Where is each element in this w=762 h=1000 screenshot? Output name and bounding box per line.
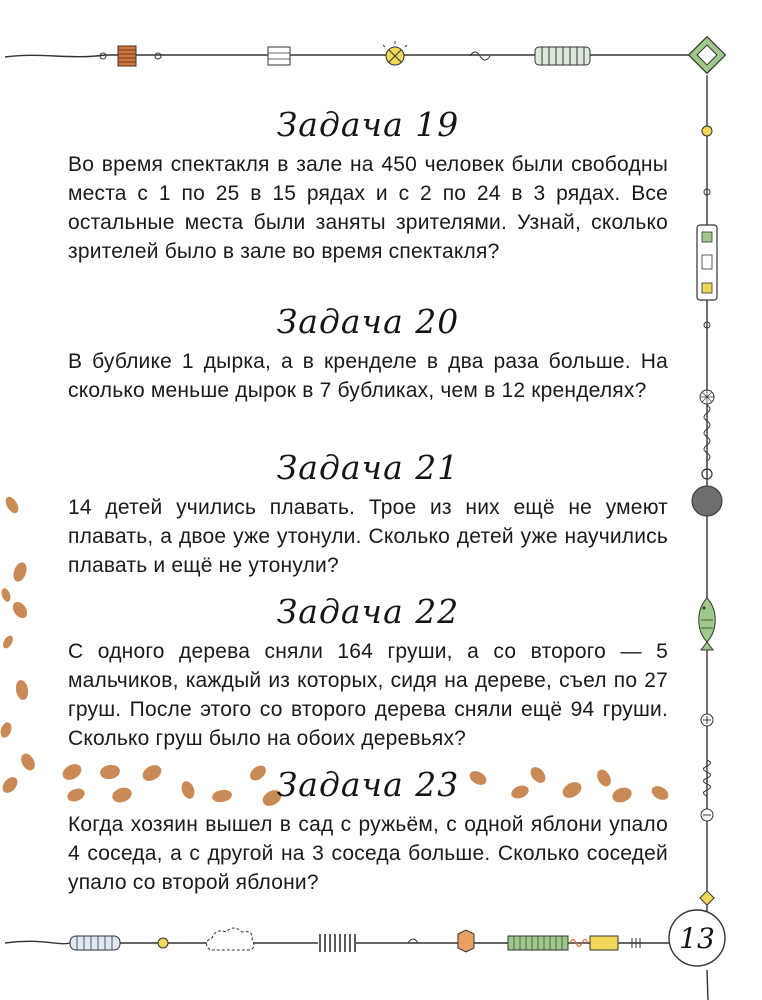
clip-icon: [268, 47, 290, 65]
task-title: Задача 21: [276, 448, 460, 487]
task-title: Задача 22: [276, 592, 460, 631]
task-text: С одного дерева сняли 164 груши, а со второго — 5 мальчиков, каждый из которых, сидя на дереве, съел по 27 груш. После этого со второго дерева сняли ещё 94 груши. Сколько груш было на обоих деревьях?: [68, 640, 668, 750]
diamond-icon: [689, 37, 726, 74]
task-text: Когда хозяин вышел в сад с ружьём, с одной яблони упало 4 соседа, а с другой на 3 соседа больше. Сколько соседей упало со второй яблони?: [68, 813, 668, 894]
task-title: Задача 19: [276, 105, 460, 144]
task-title: Задача 23: [276, 765, 460, 804]
task-23: [68, 765, 668, 897]
task-text: В бублике 1 дырка, а в кренделе в два раза больше. На сколько меньше дырок в 7 бубликах, чем в 12 кренделях?: [68, 350, 668, 402]
task-21: [68, 448, 668, 580]
wheel-icon: [700, 390, 714, 404]
cloud-icon: [206, 928, 254, 950]
gem-icon: [458, 930, 474, 952]
task-19: [68, 105, 668, 266]
fish-icon: [699, 598, 716, 650]
coil-icon: [535, 47, 590, 65]
task-text: Во время спектакля в зале на 450 человек были свободны места с 1 по 25 в 15 рядах и с 2 по 24 в 3 рядах. Все остальные места были заняты зрителями. Узнай, сколько зрителей было в зале во время спектакля?: [68, 153, 668, 263]
task-title: Задача 20: [276, 302, 460, 341]
page-number: 13: [679, 921, 715, 955]
coil-bottom-icon: [70, 936, 120, 950]
task-20: [68, 302, 668, 405]
task-22: [68, 592, 668, 753]
battery-icon: [508, 936, 568, 950]
spool-icon: [118, 46, 136, 66]
right-border-wire: [707, 75, 708, 1000]
lightbulb-icon: [383, 41, 407, 65]
plus-terminal-icon: [701, 714, 713, 726]
minus-terminal-icon: [701, 809, 713, 821]
task-text: 14 детей учились плавать. Трое из них ещё не умеют плавать, а двое уже утонули. Сколько детей уже научились плавать и ещё не утонули?: [68, 496, 668, 577]
